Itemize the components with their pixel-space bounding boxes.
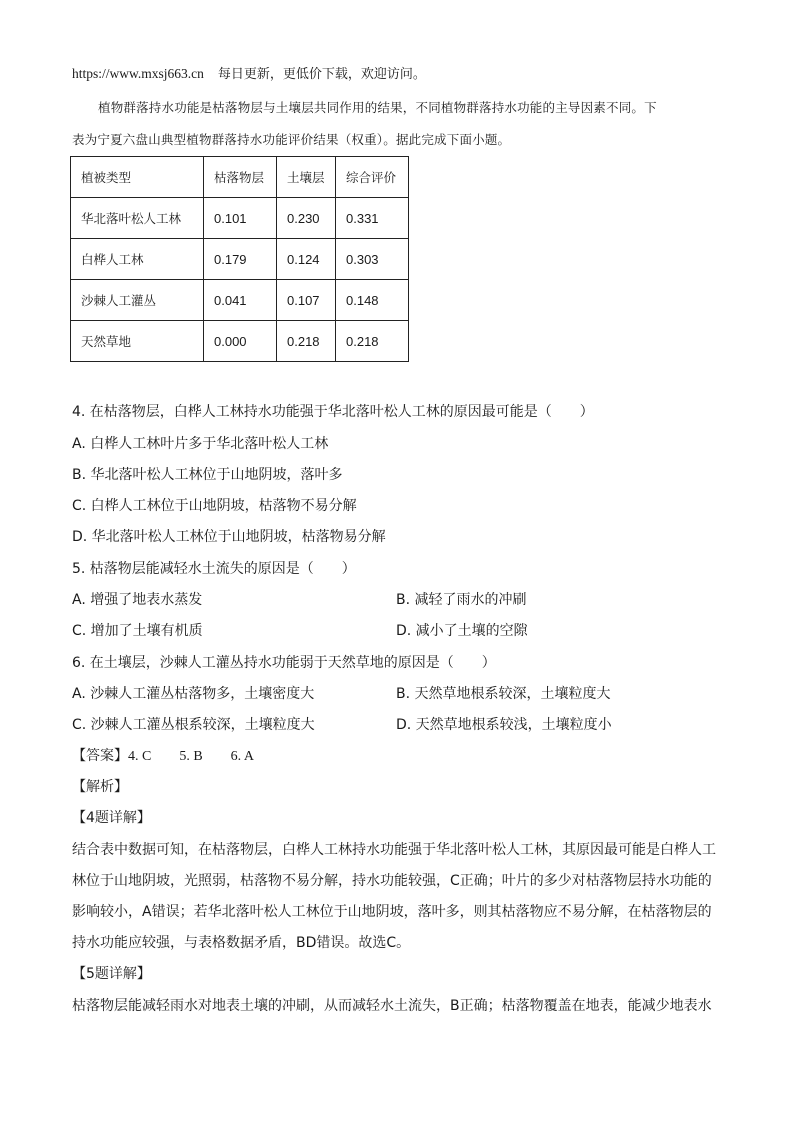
table-row <box>71 321 409 362</box>
question-5-stem: 5. 枯落物层能减轻水土流失的原因是（ ） <box>72 561 356 577</box>
intro-line-2: 表为宁夏六盘山典型植物群落持水功能评价结果（权重）。据此完成下面小题。 <box>72 132 511 147</box>
table-cell: 0.124 <box>277 239 336 280</box>
question-5-option-c[interactable]: C. 增加了土壤有机质 <box>72 623 203 639</box>
table-row <box>71 239 409 280</box>
table-header-cell: 土壤层 <box>277 157 336 198</box>
table-cell: 0.218 <box>336 321 409 362</box>
question-6-option-b[interactable]: B. 天然草地根系较深，土壤粒度大 <box>396 686 611 702</box>
table-header-row <box>71 157 409 198</box>
q4-detail-title: 【4题详解】 <box>72 810 151 826</box>
header-slogan: 每日更新，更低价下载，欢迎访问。 <box>217 67 426 82</box>
q4-detail-line: 林位于山地阴坡，光照弱，枯落物不易分解，持水功能较强，C正确；叶片的多少对枯落物层持水功能的 <box>72 873 712 889</box>
question-4-option-a[interactable]: A. 白桦人工林叶片多于华北落叶松人工林 <box>72 436 329 452</box>
question-4-option-c[interactable]: C. 白桦人工林位于山地阴坡，枯落物不易分解 <box>72 498 357 514</box>
table-cell: 0.230 <box>277 198 336 239</box>
table-header-cell: 综合评价 <box>336 157 409 198</box>
evaluation-table <box>70 156 409 362</box>
table-cell: 白桦人工林 <box>71 239 204 280</box>
answer-tag: 【答案】 <box>72 748 128 764</box>
answer-values: 4. C 5. B 6. A <box>128 749 255 764</box>
table-header-cell: 枯落物层 <box>204 157 277 198</box>
table-cell: 0.218 <box>277 321 336 362</box>
question-6-stem: 6. 在土壤层，沙棘人工灌丛持水功能弱于天然草地的原因是（ ） <box>72 655 496 671</box>
table-cell: 0.179 <box>204 239 277 280</box>
table-cell: 天然草地 <box>71 321 204 362</box>
table-cell: 0.101 <box>204 198 277 239</box>
intro-line-1: 植物群落持水功能是枯落物层与土壤层共同作用的结果，不同植物群落持水功能的主导因素不同。下 <box>98 100 657 115</box>
question-5-option-a[interactable]: A. 增强了地表水蒸发 <box>72 592 203 608</box>
question-4-option-d[interactable]: D. 华北落叶松人工林位于山地阴坡，枯落物易分解 <box>72 529 386 545</box>
table-row <box>71 198 409 239</box>
page-header <box>72 64 426 85</box>
question-6-option-d[interactable]: D. 天然草地根系较浅，土壤粒度小 <box>396 717 612 733</box>
q4-detail-line: 结合表中数据可知，在枯落物层，白桦人工林持水功能强于华北落叶松人工林，其原因最可能是白桦人工 <box>72 842 716 858</box>
table-header-cell: 植被类型 <box>71 157 204 198</box>
table-cell: 华北落叶松人工林 <box>71 198 204 239</box>
table-cell: 0.000 <box>204 321 277 362</box>
question-4-stem: 4. 在枯落物层，白桦人工林持水功能强于华北落叶松人工林的原因最可能是（ ） <box>72 404 594 420</box>
q4-detail-line: 持水功能应较强，与表格数据矛盾，BD错误。故选C。 <box>72 935 411 951</box>
q5-detail-line: 枯落物层能减轻雨水对地表土壤的冲刷，从而减轻水土流失，B正确；枯落物覆盖在地表，能减少地表水 <box>72 998 712 1014</box>
table-row <box>71 280 409 321</box>
table-cell: 0.303 <box>336 239 409 280</box>
table-cell: 0.107 <box>277 280 336 321</box>
question-4-option-b[interactable]: B. 华北落叶松人工林位于山地阴坡，落叶多 <box>72 467 343 483</box>
table-cell: 0.041 <box>204 280 277 321</box>
question-6-option-a[interactable]: A. 沙棘人工灌丛枯落物多，土壤密度大 <box>72 686 315 702</box>
table-cell: 0.331 <box>336 198 409 239</box>
source-url-link[interactable]: https://www.mxsj663.cn <box>72 66 204 81</box>
analysis-tag: 【解析】 <box>72 779 128 795</box>
question-6-option-c[interactable]: C. 沙棘人工灌丛根系较深，土壤粒度大 <box>72 717 315 733</box>
answer-line <box>72 746 254 767</box>
q5-detail-title: 【5题详解】 <box>72 966 151 982</box>
q4-detail-line: 影响较小，A错误；若华北落叶松人工林位于山地阴坡，落叶多，则其枯落物应不易分解，在枯落物层的 <box>72 904 712 920</box>
table-cell: 0.148 <box>336 280 409 321</box>
table-cell: 沙棘人工灌丛 <box>71 280 204 321</box>
question-5-option-d[interactable]: D. 减小了土壤的空隙 <box>396 623 528 639</box>
question-5-option-b[interactable]: B. 减轻了雨水的冲刷 <box>396 592 527 608</box>
